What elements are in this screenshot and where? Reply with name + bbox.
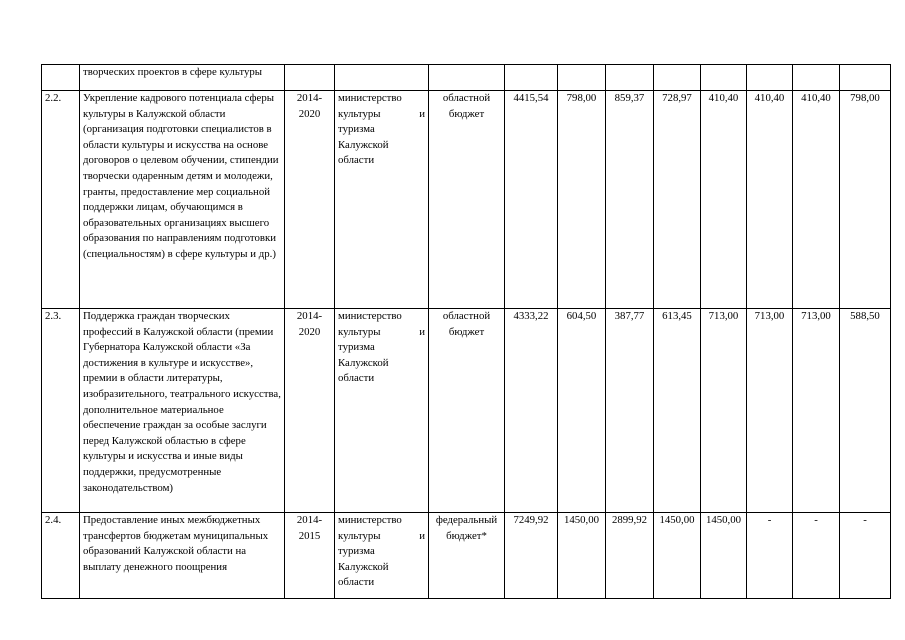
budget-table: [41, 64, 891, 599]
row-funding-source: [429, 91, 505, 309]
value-cell: 410,40: [793, 91, 840, 309]
funding-source-line: бюджет: [448, 107, 485, 120]
years-start: 2014-: [296, 514, 323, 526]
responsible-line: туризма: [338, 123, 375, 136]
responsible-line: туризма: [338, 545, 375, 558]
value-cell: [606, 65, 654, 91]
responsible-word: и: [419, 325, 425, 338]
value-cell: -: [747, 513, 793, 599]
responsible-line: [338, 107, 425, 123]
responsible-line: области: [338, 372, 375, 385]
funding-source-line: областной: [442, 310, 491, 322]
value-cell: 859,37: [606, 91, 654, 309]
row-number: 2.3.: [42, 309, 80, 513]
responsible-line: министерство: [338, 92, 402, 104]
value-cell: -: [793, 513, 840, 599]
row-responsible: [335, 91, 429, 309]
row-years: [285, 513, 335, 599]
value-cell: 713,00: [747, 309, 793, 513]
responsible-line: [338, 325, 425, 341]
value-cell: [701, 65, 747, 91]
value-cell: 713,00: [793, 309, 840, 513]
row-number-cell: [42, 65, 80, 91]
responsible-line: Калужской: [338, 560, 389, 573]
row-description: Поддержка граждан творческих профессий в Калужской области (премии Губернатора Калужской области «За достижения в культуре и искусстве», премии в области литературы, изобразительного, театрального искусства, дополнительное материальное обеспечение граждан за особые заслуги перед Калужской областью в сфере культуры и искусства и иные виды поддержки, предусмотренные законодательством): [80, 309, 285, 513]
responsible-word: культуры: [338, 107, 381, 120]
responsible-line: Калужской: [338, 138, 389, 151]
row-years: [285, 309, 335, 513]
value-total: 4415,54: [505, 91, 558, 309]
years-end: 2020: [298, 325, 321, 338]
value-cell: [654, 65, 701, 91]
responsible-line: туризма: [338, 341, 375, 354]
value-cell: 604,50: [558, 309, 606, 513]
responsible-line: министерство: [338, 310, 402, 322]
value-cell: -: [840, 513, 891, 599]
value-cell: [747, 65, 793, 91]
responsible-word: культуры: [338, 325, 381, 338]
row-responsible: [335, 513, 429, 599]
value-cell: 713,00: [701, 309, 747, 513]
value-cell: 798,00: [558, 91, 606, 309]
table-row: [42, 513, 891, 599]
value-total: 7249,92: [505, 513, 558, 599]
row-source-cell: [429, 65, 505, 91]
row-responsible-cell: [335, 65, 429, 91]
funding-source-line: федеральный: [435, 514, 498, 526]
funding-source-line: бюджет*: [446, 529, 487, 542]
value-cell: 1450,00: [558, 513, 606, 599]
responsible-word: культуры: [338, 529, 381, 542]
funding-source-line: областной: [442, 92, 491, 104]
value-cell: 410,40: [747, 91, 793, 309]
row-description: творческих проектов в сфере культуры: [80, 65, 285, 91]
value-total: 4333,22: [505, 309, 558, 513]
value-cell: 1450,00: [654, 513, 701, 599]
responsible-line: области: [338, 576, 375, 589]
table-row-continued: [42, 65, 891, 91]
row-responsible: [335, 309, 429, 513]
row-description: Укрепление кадрового потенциала сферы культуры в Калужской области (организация подготовки специалистов в области культуры и искусства на основе договоров о целевом обучении, стипендии творчески одаренным детям и молодежи, гранты, предоставление мер социальной поддержки лицам, обучающимся в образовательных организациях высшего образования по направлениям подготовки (специальностям) в сфере культуры и др.): [80, 91, 285, 309]
years-start: 2014-: [296, 310, 323, 322]
value-cell: [793, 65, 840, 91]
responsible-line: [338, 529, 425, 545]
value-cell: [840, 65, 891, 91]
value-cell: 2899,92: [606, 513, 654, 599]
row-years: [285, 91, 335, 309]
value-cell: 613,45: [654, 309, 701, 513]
years-end: 2015: [298, 529, 321, 542]
responsible-line: министерство: [338, 514, 402, 526]
table-row: [42, 91, 891, 309]
value-cell: [558, 65, 606, 91]
responsible-line: области: [338, 154, 375, 167]
responsible-line: Калужской: [338, 356, 389, 369]
row-description: Предоставление иных межбюджетных трансфертов бюджетам муниципальных образований Калужской области на выплату денежного поощрения: [80, 513, 285, 599]
row-number: 2.4.: [42, 513, 80, 599]
row-years-cell: [285, 65, 335, 91]
value-cell: 387,77: [606, 309, 654, 513]
value-cell: 1450,00: [701, 513, 747, 599]
years-start: 2014-: [296, 92, 323, 104]
responsible-word: и: [419, 107, 425, 120]
row-number: 2.2.: [42, 91, 80, 309]
value-cell: [505, 65, 558, 91]
value-cell: 410,40: [701, 91, 747, 309]
row-funding-source: [429, 513, 505, 599]
value-cell: 728,97: [654, 91, 701, 309]
years-end: 2020: [298, 107, 321, 120]
table-row: [42, 309, 891, 513]
value-cell: 798,00: [840, 91, 891, 309]
funding-source-line: бюджет: [448, 325, 485, 338]
responsible-word: и: [419, 529, 425, 542]
value-cell: 588,50: [840, 309, 891, 513]
row-funding-source: [429, 309, 505, 513]
